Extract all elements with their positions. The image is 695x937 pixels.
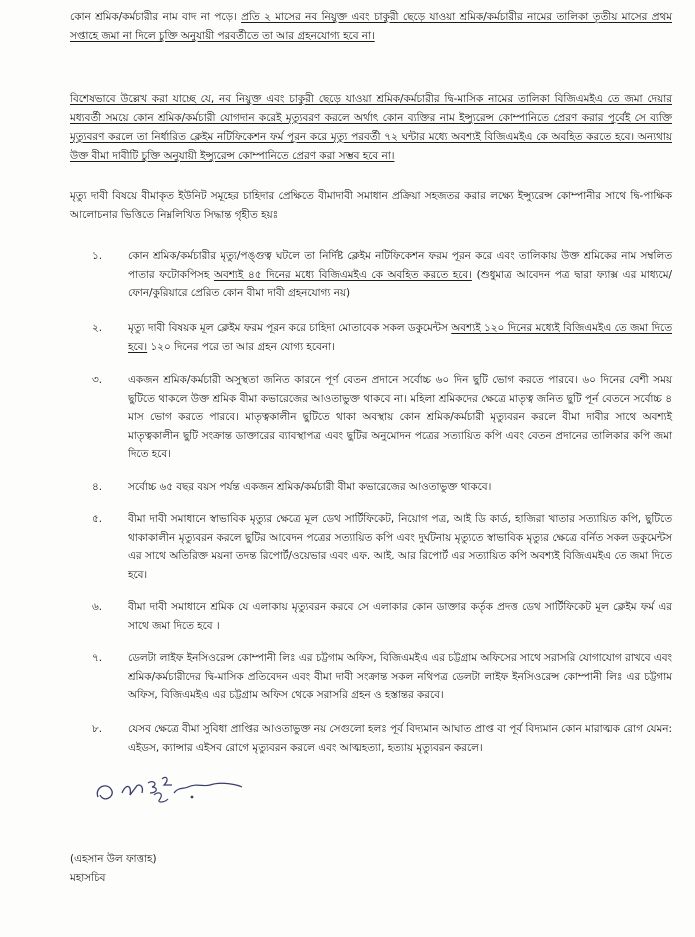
list-item-text <box>128 247 672 303</box>
list-item-number: ২. <box>92 322 103 334</box>
paragraph-special-note-main: বিশেষভাবে উল্লেখ করা যাচ্ছে যে, নব নিয়ুক্ত এবং চাকুরী ছেড়ে যাওয়া শ্রমিক/কর্মচারীর দ্বি-মাসিক নামের তালিকা বিজিএমইএ তে জমা দেয়ার মধ্যবর্তী সময়ে কোন শ্রমিক/কর্মচারী যোগদান করেই মৃত্যুবরণ করলে অর্থাৎ কোন ব্যক্তির নাম ইন্স্যুরেন্স কোম্পানিতে প্রেরণ করার পূর্বেই সে ব্যক্তি মৃত্যুবরণ করলে তা নির্ধারিত ক্লেইম নটিফিকেশন ফর্ম পূরন করে মৃত্যু পরবর্তী ৭২ ঘন্টার মধ্যে অবশ্যই বিজিএমইএ কে অবহিত করতে হবে। <box>70 93 672 143</box>
list-item <box>90 510 672 584</box>
list-item-text-a: মৃত্যু দাবী বিষয়ক মূল ক্লেইম ফরম পূরন করে চাহিদা মোতাবেক সকল ডকুমেন্টস <box>128 322 452 334</box>
paragraph-intro-underlined: প্রতি ২ মাসের নব নিয়ুক্ত এবং চাকুরী ছেড়ে যাওয়া শ্রমিক/কর্মচারীর নামের তালিকা তৃতীয় মাসের প্রথম সপ্তাহে জমা না দিলে চুক্তি অনুযায়ী পরবর্তীতে তা আর গ্রহনযোগ্য হবে না। <box>70 11 672 42</box>
list-item-text: বীমা দাবী সমাধানে শ্রমিক যে এলাকায় মৃত্যুবরন করবে সে এলাকার কোন ডাক্তার কর্তৃক প্রদত্ত ডেথ সার্টিফিকেট মূল ক্লেইম ফর্ম এর সাথে জমা দিতে হবে । <box>128 601 672 632</box>
list-item <box>90 720 672 757</box>
list-item-text-a: কোন শ্রমিক/কর্মচারীর মৃত্যু/পঙ্গুত্ব ঘটলে তা নির্দিষ্ট ক্লেইম নটিফিকেশন ফরম পূরন করে এবং তালিকায় উক্ত শ্রমিকের নাম সম্বলিত পাতার ফটোকপিসহ <box>128 250 672 281</box>
list-item-text <box>128 319 672 356</box>
list-item-number: ১. <box>92 250 103 262</box>
handwritten-signature <box>92 757 292 817</box>
list-item <box>90 649 672 705</box>
paragraph-intro-lead: কোন শ্রমিক/কর্মচারীর নাম বাদ না পড়ে। <box>70 11 242 23</box>
list-item-text: একজন শ্রমিক/কর্মচারী অসুস্থতা জনিত কারনে পূর্ণ বেতন প্রদানে সর্বোচ্চ ৬০ দিন ছুটি ভোগ করতে পারবে। ৬০ দিনের বেশী সময় ছুটিতে থাকলে উক্ত শ্রমিক বীমা কভারেজের আওতাভুক্ত থাকবে না। মহিলা শ্রমিকদের ক্ষেত্রে মাতৃত্ব জনিত ছুটি পূর্ন বেতনে সর্বোচ্চ ৪ মাস ভোগ করতে পারবে। মাতৃত্বকালীন ছুটিতে থাকা অবস্থায় কোন শ্রমিক/কর্মচারী মৃত্যুবরন করলে বীমা দাবীর সাথে অবশ্যই মাতৃত্বকালীন ছুটি সংক্রান্ত ডাক্তারের ব্যাবস্থাপত্র এবং ছুটির অনুমোদন পত্রের সত্যায়িত কপি এবং বেতন প্রদানের তালিকার কপি জমা দিতে হবে। <box>128 374 672 460</box>
paragraph-special-note <box>70 90 672 166</box>
list-item <box>90 371 672 464</box>
list-item-number: ৪. <box>92 481 103 493</box>
list-item-text-c: (শুধুমাত্র আবেদন পত্র দ্বারা ফ্যাক্স এর মাধ্যমে/ফোন/কুরিয়ারে প্রেরিত কোন বীমা দাবী গ্রহনযোগ্য নয়) <box>128 268 673 299</box>
list-item <box>90 319 672 356</box>
paragraph-intro <box>70 8 672 46</box>
list-item-text: ডেলটা লাইফ ইনসিওরেন্স কোম্পানী লিঃ এর চট্টগাম অফিস, বিজিএমইএ এর চট্টগ্রাম অফিসের সাথে সরাসরি যোগাযোগ রাখবে এবং শ্রমিক/কর্মচারীদের দ্বি-মাসিক প্রতিবেদন এবং বীমা দাবী সংক্রান্ত সকল নথিপত্র ডেলটা লাইফ ইনসিওরেন্স কোম্পানী লিঃ এর চট্টগাম অফিস, বিজিএমইএ এর চট্টগ্রাম অফিস থেকে সরাসরি গ্রহন ও হস্তান্তর করবে। <box>128 652 672 701</box>
list-item-number: ৭. <box>92 652 103 664</box>
list-item-text-underlined: অবশ্যই ১২০ দিনের মধ্যেই বিজিএমইএ তে জমা দিতে হবে। <box>128 322 672 353</box>
list-item-text: সর্বোচ্চ ৬৫ বছর বয়স পর্যন্ত একজন শ্রমিক/কর্মচারী বীমা কভারেজের আওতাভুক্ত থাকবে। <box>128 481 492 493</box>
list-item-text: বীমা দাবী সমাধানে স্বাভাবিক মৃত্যুর ক্ষেত্রে মূল ডেথ সার্টিফিকেট, নিয়োগ পত্র, আই ডি কার্ড, হাজিরা খাতার সত্যায়িত কপি, ছুটিতে থাকাকালীন মৃত্যুবরন করলে ছুটির আবেদন পত্রের সত্যায়িত কপি এবং দুর্ঘটনায় মৃত্যুতে স্বাভাবিক মৃত্যুর ক্ষেত্রে বর্নিত সকল ডকুমেন্টস এর সাথে অতিরিক্ত ময়না তদন্ত রিপোর্ট/ওয়েভার এবং এফ. আই. আর রিপোর্ট এর সত্যায়িত কপি অবশ্যই বিজিএমইএ তে জমা দিতে হবে। <box>128 513 672 581</box>
list-item-number: ৩. <box>92 374 103 386</box>
list-item-text-c: ১২০ দিনের পরে তা আর গ্রহন যোগ্য হবেনা। <box>147 340 335 353</box>
list-item <box>90 478 672 497</box>
list-item-text: যেসব ক্ষেত্রে বীমা সুবিধা প্রাপ্তির আওতাভুক্ত নয় সেগুলো হলঃ পূর্ব বিদ্যমান আঘাত প্রাপ্ত বা পূর্ব বিদ্যমান কোন মারাত্মক রোগ যেমন: এইডস, ক্যান্সার এইসব রোগে মৃত্যুবরন করলে এবং আত্মহত্যা, হত্যায় মৃত্যুবরন করলে। <box>128 723 672 754</box>
list-item <box>90 247 672 303</box>
list-item-number: ৮. <box>92 723 103 735</box>
list-item <box>90 598 672 635</box>
paragraph-special-note-tail: অন্যথায় উক্ত বীমা দাবীটি চুক্তি অনুযায়ী ইন্স্যুরেন্স কোম্পানিতে প্রেরণ করা সম্ভব হবে না। <box>70 131 672 162</box>
paragraph-decisions-intro: মৃত্যু দাবী বিষয়ে বীমাকৃত ইউনিট সমূহের চাহিদার প্রেক্ষিতে বীমাদাবী সমাধান প্রক্রিয়া সহজতর করার লক্ষ্যে ইন্স্যুরেন্স কোম্পানীর সাথে দ্বি-পাক্ষিক আলোচনার ভিত্তিতে নিম্নলিখিত সিদ্ধান্ত গৃহীত হয়ঃ <box>70 190 672 221</box>
list-item-text-underlined: অবশ্যই ৪৫ দিনের মধ্যে বিজিএমইএ কে অবহিত করতে হবে। <box>213 268 472 281</box>
list-item-number: ৬. <box>92 601 103 613</box>
signatory-designation: মহাসচিব <box>70 872 106 884</box>
list-item-number: ৫. <box>92 513 103 525</box>
signatory-name: (এহসান উল ফাত্তাহ) <box>70 853 157 865</box>
